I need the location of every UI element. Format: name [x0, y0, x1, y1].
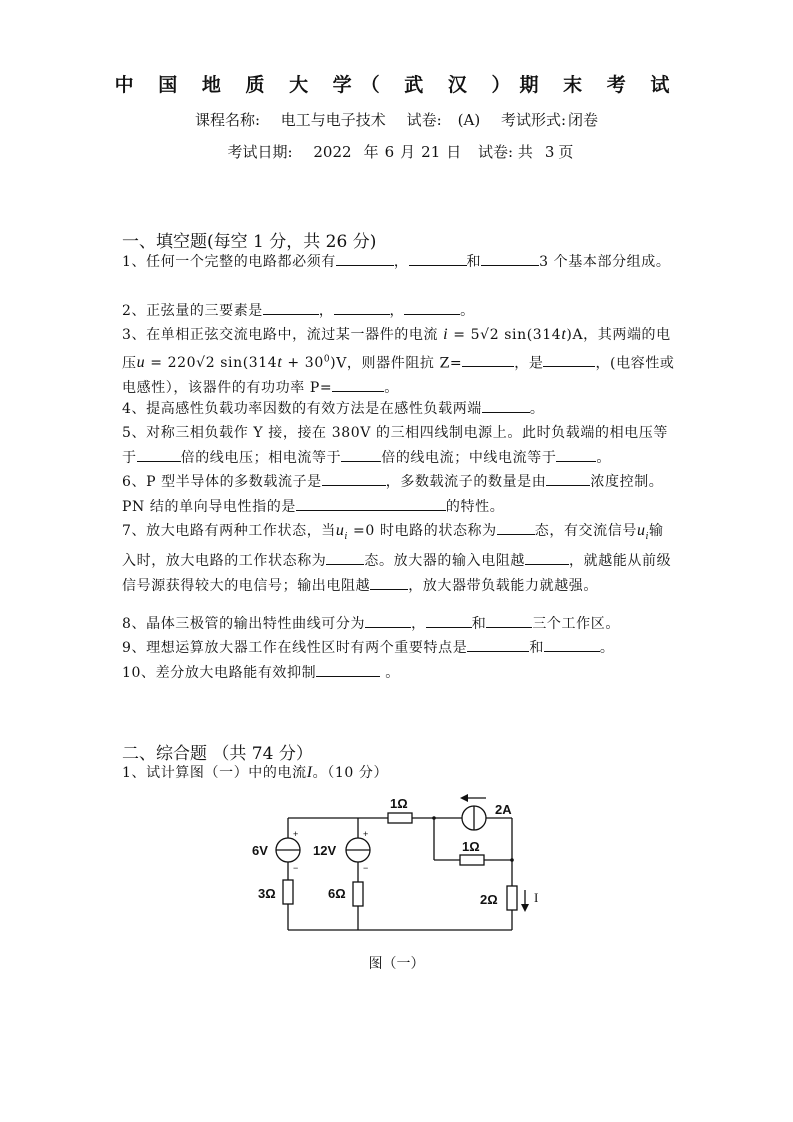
q10-blank-1[interactable] — [316, 662, 380, 677]
course-label: 课程名称: — [194, 111, 260, 129]
q7-text-g: ，放大器带负载能力就越强。 — [408, 577, 599, 594]
date-day-unit: 日 — [446, 143, 462, 161]
plus-12v: + — [363, 829, 369, 839]
q7-text-b: =0 时电路的状态称为 — [348, 523, 497, 539]
date-month-unit: 月 — [400, 143, 416, 161]
q1-blank-1[interactable] — [336, 251, 394, 266]
q2-text-c: ， — [389, 303, 405, 319]
q2-text-a: 2、正弦量的三要素是 — [122, 303, 263, 319]
q21-text-a: 1、试计算图（一）中的电流 — [122, 765, 307, 781]
question-1-8 — [122, 612, 677, 637]
question-1-10 — [122, 661, 677, 686]
q3-text-b: A，其两端的电压 — [122, 327, 671, 372]
q4-text-b: 。 — [529, 401, 545, 417]
q3-text-d: ，是 — [514, 355, 544, 372]
course-info-line — [0, 109, 793, 130]
pages-value: 3 — [544, 143, 555, 161]
q3-text-a: 3、在单相正弦交流电路中，流过某一器件的电流 — [122, 327, 439, 343]
question-1-9 — [122, 636, 677, 661]
date-info-line — [0, 141, 793, 162]
q1-blank-3[interactable] — [481, 251, 539, 266]
q8-text-a: 8、晶体三极管的输出特性曲线可分为 — [122, 616, 366, 632]
q5-text-c: 倍的线电流；中线电流等于 — [381, 449, 557, 466]
q7-text-f: ，就越能从前级信号源获得较大的电信号；输出电阻越 — [122, 553, 672, 594]
q7-blank-4[interactable] — [370, 575, 408, 590]
q3-text-c: V，则器件阻抗 Z= — [336, 355, 463, 372]
q7-blank-2[interactable] — [326, 550, 364, 565]
section-2-title: 二、综合题 （共 74 分） — [122, 744, 313, 764]
q1-text-d: 3 个基本部分组成。 — [539, 254, 671, 270]
date-year: 2022 — [313, 143, 352, 161]
q4-text-a: 4、提高感性负载功率因数的有效方法是在感性负载两端 — [122, 401, 482, 417]
format-label: 考试形式: — [500, 111, 567, 129]
q6-blank-3[interactable] — [296, 496, 446, 511]
q7-text-d: 输入时，放大电路的工作状态称为 — [122, 523, 664, 570]
q6-text-c: 浓度控制。PN 结的单向导电性指的是 — [122, 474, 664, 515]
label-3ohm: 3Ω — [258, 886, 276, 901]
q10-text-b: 。 — [380, 665, 400, 681]
current-source-arrowhead — [460, 794, 468, 802]
node-top — [432, 816, 436, 820]
q6-text-d: 的特性。 — [445, 498, 505, 515]
q8-blank-2[interactable] — [426, 613, 472, 628]
q2-text-b: ， — [318, 303, 334, 319]
voltage-formula: u = 220√2 $\sin(314t + 30^0)$ — [136, 354, 337, 372]
q1-text-b: ， — [393, 254, 409, 270]
paper-value: (A) — [457, 111, 481, 129]
resistor-top-1ohm — [388, 813, 412, 823]
exam-title: 中 国 地 质 大 学（ 武 汉 ）期 末 考 试 — [114, 74, 679, 96]
q5-text-b: 倍的线电压；相电流等于 — [180, 449, 342, 466]
q5-blank-2[interactable] — [341, 447, 381, 462]
date-month: 6 — [384, 143, 395, 161]
label-2a: 2A — [495, 802, 512, 817]
q1-text-c: 和 — [466, 254, 482, 270]
resistor-6ohm — [353, 882, 363, 906]
resistor-3ohm — [283, 880, 293, 904]
q5-text-d: 。 — [596, 449, 612, 466]
pages-unit: 页 — [558, 143, 574, 161]
question-1-1 — [122, 250, 677, 275]
q6-blank-2[interactable] — [546, 471, 590, 486]
format-value: 闭卷 — [568, 111, 599, 129]
label-12v: 12V — [313, 843, 337, 858]
minus-12v: − — [363, 863, 369, 873]
q9-text-b: 和 — [529, 640, 544, 656]
q9-blank-2[interactable] — [544, 637, 600, 652]
label-current-i: I — [534, 890, 539, 905]
q9-text-a: 9、理想运算放大器工作在线性区时有两个重要特点是 — [122, 640, 468, 656]
question-1-4 — [122, 397, 677, 422]
date-day: 21 — [421, 143, 441, 161]
ui-symbol: u — [636, 522, 646, 539]
ui-symbol: u — [335, 522, 345, 539]
q2-blank-2[interactable] — [334, 300, 390, 315]
paper-label: 试卷: — [406, 111, 442, 129]
current-i-arrowhead — [521, 904, 529, 912]
q21-text-b: 。（10 分） — [312, 765, 389, 781]
q3-text-e: ，(电容性或电感性），该器件的有功功率 P= — [122, 355, 675, 396]
current-formula: i = 5√2 sin(314t) — [443, 326, 573, 343]
q3-text-f: 。 — [384, 379, 399, 396]
question-2-1 — [122, 761, 677, 786]
current-symbol: I — [306, 764, 313, 781]
label-2ohm: 2Ω — [480, 892, 498, 907]
label-6ohm: 6Ω — [328, 886, 346, 901]
q6-text-b: ，多数载流子的数量是由 — [385, 474, 547, 490]
q8-text-c: 和 — [471, 616, 487, 632]
q10-text-a: 10、差分放大电路能有效抑制 — [122, 665, 317, 681]
q9-blank-1[interactable] — [467, 637, 529, 652]
label-parallel-1ohm: 1Ω — [462, 839, 480, 854]
date-label: 考试日期: — [227, 143, 293, 161]
q7-text-e: 态。放大器的输入电阻越 — [364, 553, 526, 570]
node-right — [510, 858, 514, 862]
question-1-6 — [122, 470, 677, 519]
q8-blank-1[interactable] — [365, 613, 411, 628]
course-name: 电工与电子技术 — [280, 111, 386, 129]
pages-label: 试卷: 共 — [478, 143, 533, 161]
label-top-1ohm: 1Ω — [390, 796, 408, 811]
q9-text-c: 。 — [599, 640, 615, 656]
q3-blank-1[interactable] — [462, 352, 514, 367]
q2-blank-3[interactable] — [404, 300, 460, 315]
q7-blank-3[interactable] — [525, 550, 569, 565]
q4-blank-1[interactable] — [482, 398, 530, 413]
q6-text-a: 6、P 型半导体的多数载流子是 — [122, 474, 322, 490]
figure-caption: 图（一） — [368, 956, 425, 972]
q7-text-a: 7、放大电路有两种工作状态，当 — [122, 523, 336, 539]
q8-blank-3[interactable] — [486, 613, 532, 628]
q7-text-c: 态，有交流信号 — [534, 523, 637, 539]
resistor-2ohm — [507, 886, 517, 910]
question-1-2 — [122, 299, 677, 324]
q8-text-b: ， — [411, 616, 426, 632]
resistor-parallel-1ohm — [460, 855, 484, 865]
q1-blank-2[interactable] — [409, 251, 467, 266]
question-1-7: 7、放大电路有两种工作状态，当$u_i =0$ 时电路的状态称为 态，有交流信号$u_i$输入时，放大电路的工作状态称为 态。放大器的输入电阻越 ，就越能从前级信号源获得较大的电信号；输出电阻越 ，放大器带负载能力就越强。 — [122, 522, 672, 594]
question-1-3 — [122, 323, 677, 400]
q3-blank-3[interactable] — [332, 377, 384, 392]
q6-blank-1[interactable] — [322, 471, 386, 486]
label-6v: 6V — [252, 843, 268, 858]
q1-text-a: 1、任何一个完整的电路都必须有 — [122, 254, 336, 270]
circuit-diagram — [240, 788, 540, 948]
date-year-unit: 年 — [363, 143, 379, 161]
section-1-title: 一、填空题(每空 1 分，共 26 分) — [122, 232, 377, 252]
q7-blank-1[interactable] — [497, 520, 535, 535]
q8-text-d: 三个工作区。 — [532, 616, 620, 632]
question-1-5 — [122, 421, 677, 470]
minus-6v: − — [293, 863, 299, 873]
q5-blank-1[interactable] — [137, 447, 181, 462]
q5-text-a: 5、对称三相负载作 Y 接，接在 380V 的三相四线制电源上。此时负载端的相电压等于 — [122, 425, 668, 466]
q2-text-d: 。 — [460, 303, 475, 319]
q2-blank-1[interactable] — [263, 300, 319, 315]
q3-blank-2[interactable] — [543, 352, 595, 367]
plus-6v: + — [293, 829, 299, 839]
q5-blank-3[interactable] — [556, 447, 596, 462]
